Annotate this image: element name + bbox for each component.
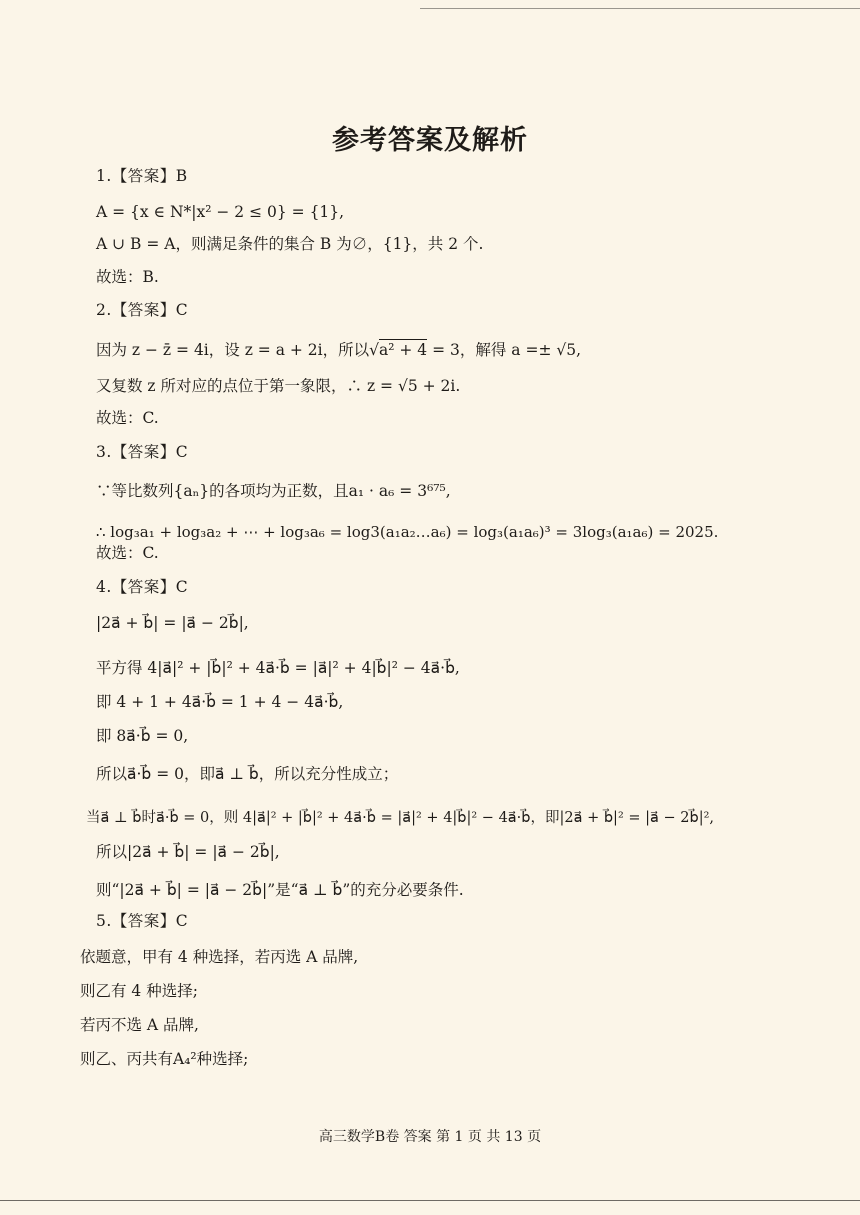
q4-line-8: 则“|2a⃗ + b⃗| = |a⃗ − 2b⃗|”是“a⃗ ⊥ b⃗”的充分必要条件. xyxy=(96,881,464,899)
q2-line-1 xyxy=(96,338,581,362)
q1-line-1: A = {x ∈ N*|x² − 2 ≤ 0} = {1}, xyxy=(96,203,345,221)
q2-line-1-part-c: = 3，解得 a =± √5, xyxy=(427,341,582,359)
q3-line-2: ∴ log₃a₁ + log₃a₂ + ⋯ + log₃a₆ = log3(a₁a₂…a₆) = log₃(a₁a₆)³ = 3log₃(a₁a₆) = 2025. xyxy=(96,523,719,541)
q3-line-1: ∵等比数列{aₙ}的各项均为正数，且a₁ · a₆ = 3⁶⁷⁵, xyxy=(96,482,451,500)
q2-line-3: 故选：C. xyxy=(96,409,159,427)
q4-line-3: 即 4 + 1 + 4a⃗·b⃗ = 1 + 4 − 4a⃗·b⃗, xyxy=(96,693,344,711)
page-title: 参考答案及解析 xyxy=(332,125,528,156)
q5-line-4: 则乙、丙共有A₄²种选择; xyxy=(80,1050,249,1068)
q3-answer-label: 3.【答案】C xyxy=(96,443,189,461)
page-edge-bottom xyxy=(0,1200,860,1201)
q4-line-4: 即 8a⃗·b⃗ = 0, xyxy=(96,727,189,745)
q1-line-2: A ∪ B = A，则满足条件的集合 B 为∅，{1}，共 2 个. xyxy=(96,235,484,253)
q4-line-6: 当a⃗ ⊥ b⃗时a⃗·b⃗ = 0，则 4|a⃗|² + |b⃗|² + 4a⃗·b⃗ = |a⃗|² + 4|b⃗|² − 4a⃗·b⃗，即|2a⃗ + b⃗|² = |a⃗ − 2b⃗|², xyxy=(86,810,715,826)
q5-line-1: 依题意，甲有 4 种选择，若丙选 A 品牌, xyxy=(80,948,359,966)
q4-line-5: 所以a⃗·b⃗ = 0，即a⃗ ⊥ b⃗，所以充分性成立； xyxy=(96,765,399,783)
q4-line-7: 所以|2a⃗ + b⃗| = |a⃗ − 2b⃗|, xyxy=(96,843,280,861)
q1-answer-label: 1.【答案】B xyxy=(96,167,188,185)
q5-line-3: 若丙不选 A 品牌, xyxy=(80,1016,199,1034)
q3-line-3: 故选：C. xyxy=(96,544,159,562)
q2-line-2: 又复数 z 所对应的点位于第一象限，∴ z = √5 + 2i. xyxy=(96,377,461,395)
q5-line-2: 则乙有 4 种选择; xyxy=(80,982,198,1000)
q2-line-1-part-a: 因为 z − z̄ = 4i，设 z = a + 2i，所以 xyxy=(96,341,370,359)
sqrt-sign: √ xyxy=(369,341,379,359)
q4-answer-label: 4.【答案】C xyxy=(96,578,189,596)
q2-line-1-radicand: a² + 4 xyxy=(379,341,428,359)
page-edge-top xyxy=(420,8,860,9)
q5-answer-label: 5.【答案】C xyxy=(96,912,189,930)
q1-line-3: 故选：B. xyxy=(96,268,159,286)
q4-line-2: 平方得 4|a⃗|² + |b⃗|² + 4a⃗·b⃗ = |a⃗|² + 4|b⃗|² − 4a⃗·b⃗, xyxy=(96,659,460,677)
q4-line-1: |2a⃗ + b⃗| = |a⃗ − 2b⃗|, xyxy=(96,614,249,632)
page-footer: 高三数学B卷 答案 第 1 页 共 13 页 xyxy=(318,1129,542,1145)
q2-answer-label: 2.【答案】C xyxy=(96,301,189,319)
